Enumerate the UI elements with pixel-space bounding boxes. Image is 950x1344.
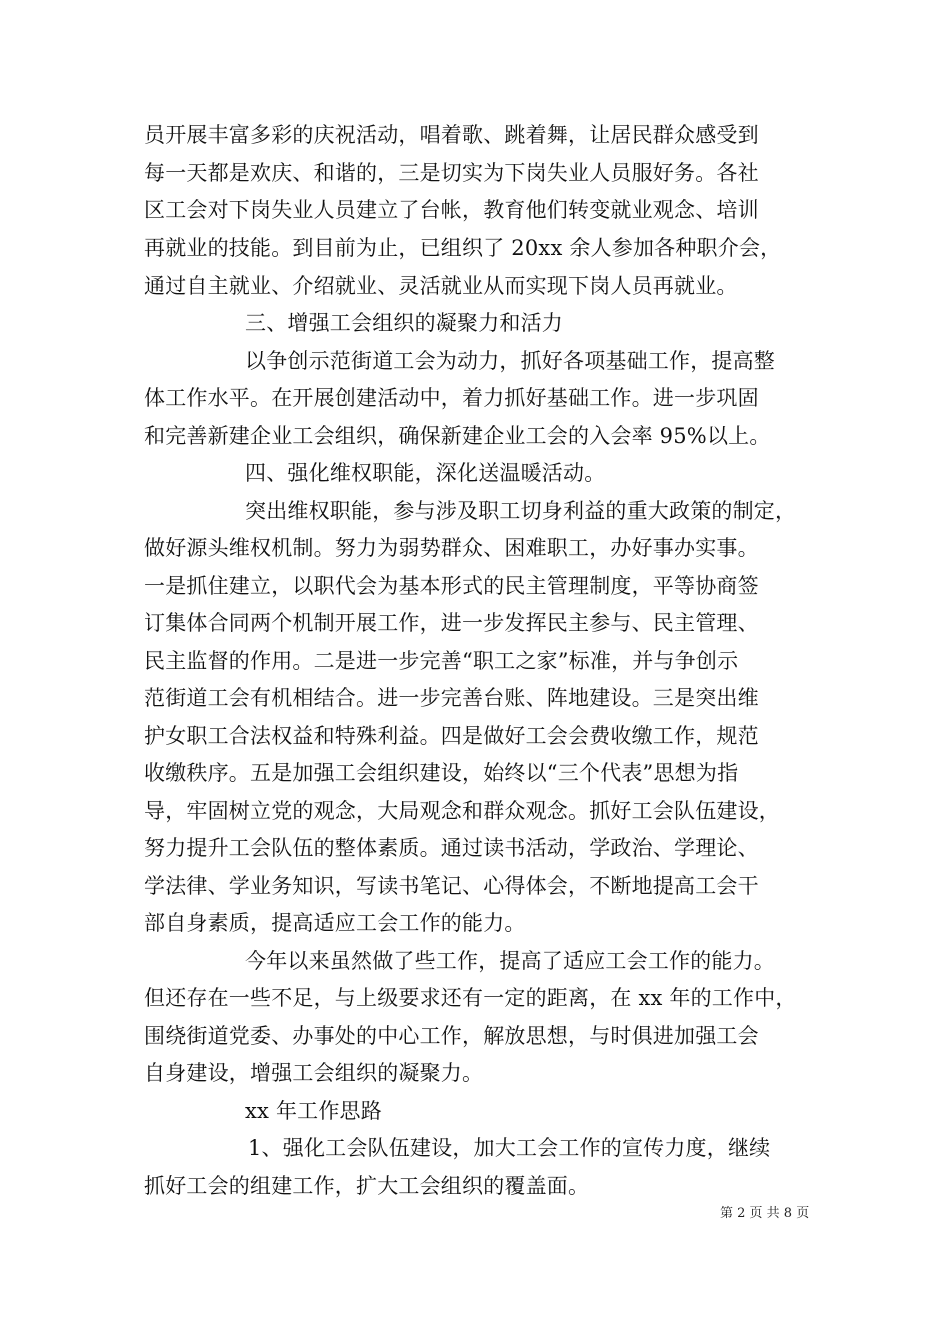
section-heading-3: 三、增强工会组织的凝聚力和活力 (245, 311, 563, 335)
body-text-line: 今年以来虽然做了些工作，提高了适应工会工作的能力。 (245, 949, 775, 973)
body-text-line: 但还存在一些不足，与上级要求还有一定的距离，在 xx 年的工作中， (144, 986, 797, 1010)
body-text-line: 以争创示范街道工会为动力，抓好各项基础工作，提高整 (245, 349, 775, 373)
body-text-line: 员开展丰富多彩的庆祝活动，唱着歌、跳着舞，让居民群众感受到 (144, 123, 759, 147)
body-text-line: 一是抓住建立，以职代会为基本形式的民主管理制度，平等协商签 (144, 574, 759, 598)
body-text-line: 和完善新建企业工会组织，确保新建企业工会的入会率 95%以上。 (144, 424, 771, 448)
body-text-line: 通过自主就业、介绍就业、灵活就业从而实现下岗人员再就业。 (144, 274, 738, 298)
body-text-line: 再就业的技能。到目前为止，已组织了 20xx 余人参加各种职介会， (144, 236, 782, 260)
body-text-line: 围绕街道党委、办事处的中心工作，解放思想，与时俱进加强工会 (144, 1024, 759, 1048)
body-text-line: 范街道工会有机相结合。进一步完善台账、阵地建设。三是突出维 (144, 686, 759, 710)
body-text-line: 学法律、学业务知识，写读书笔记、心得体会，不断地提高工会干 (144, 874, 759, 898)
body-text-line: 体工作水平。在开展创建活动中，着力抓好基础工作。进一步巩固 (144, 386, 759, 410)
body-text-line: 抓好工会的组建工作，扩大工会组织的覆盖面。 (144, 1174, 590, 1198)
page-number-label: 第 2 页 共 8 页 (720, 1206, 810, 1221)
body-text-line: 订集体合同两个机制开展工作，进一步发挥民主参与、民主管理、 (144, 611, 759, 635)
body-text-line: 1、强化工会队伍建设，加大工会工作的宣传力度，继续 (248, 1136, 771, 1160)
body-text-line: 努力提升工会队伍的整体素质。通过读书活动，学政治、学理论、 (144, 836, 759, 860)
body-text-line: 导，牢固树立党的观念，大局观念和群众观念。抓好工会队伍建设， (144, 799, 780, 823)
body-text-line: 部自身素质，提高适应工会工作的能力。 (144, 911, 526, 935)
section-heading-plan: xx 年工作思路 (245, 1099, 382, 1123)
section-heading-4: 四、强化维权职能，深化送温暖活动。 (245, 461, 606, 485)
body-text-line: 自身建设，增强工会组织的凝聚力。 (144, 1061, 484, 1085)
body-text-line: 护女职工合法权益和特殊利益。四是做好工会会费收缴工作，规范 (144, 724, 759, 748)
body-text-line: 收缴秩序。五是加强工会组织建设，始终以“三个代表”思想为指 (144, 761, 739, 785)
body-text-line: 突出维权职能，参与涉及职工切身利益的重大政策的制定， (245, 499, 797, 523)
body-text-line: 区工会对下岗失业人员建立了台帐，教育他们转变就业观念、培训 (144, 198, 759, 222)
body-text-line: 民主监督的作用。二是进一步完善“职工之家”标准，并与争创示 (144, 649, 739, 673)
body-text-line: 每一天都是欢庆、和谐的，三是切实为下岗失业人员服好务。各社 (144, 161, 759, 185)
body-text-line: 做好源头维权机制。努力为弱势群众、困难职工，办好事办实事。 (144, 536, 759, 560)
page-number-footer (720, 1205, 809, 1223)
